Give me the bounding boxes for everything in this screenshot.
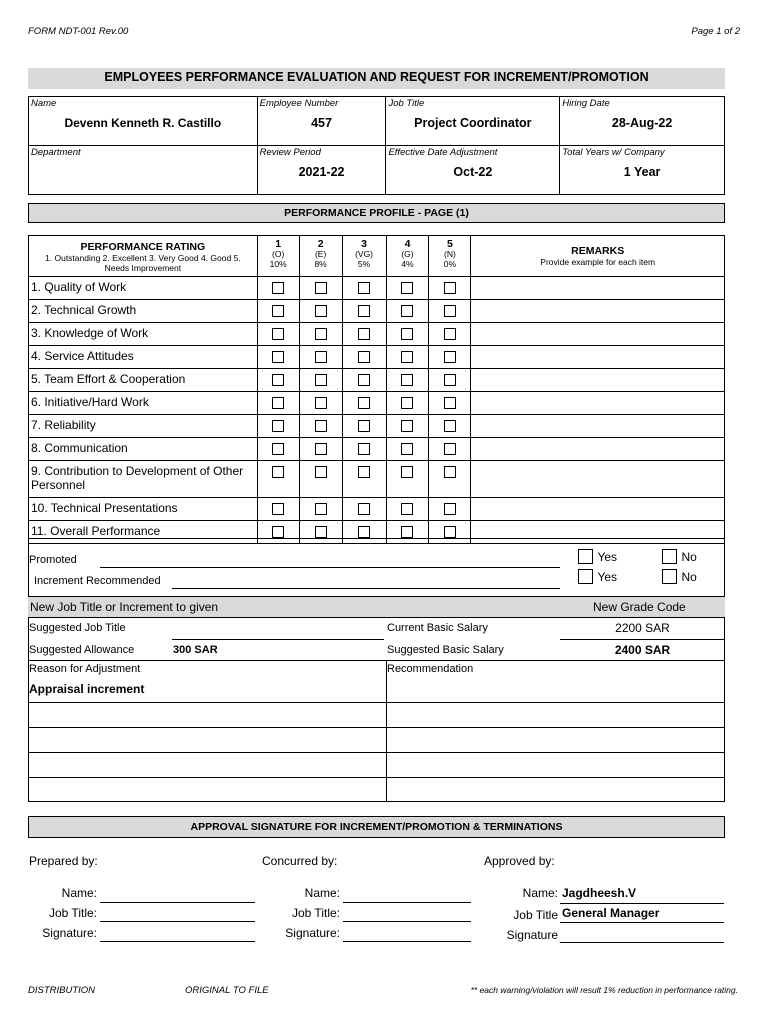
rating-checkbox-5[interactable]: [444, 282, 456, 294]
rating-checkbox-3[interactable]: [358, 351, 370, 363]
effective-date-label: Effective Date Adjustment: [388, 147, 498, 158]
promoted-no-option[interactable]: No: [662, 548, 697, 566]
rating-checkbox-5[interactable]: [444, 503, 456, 515]
remarks-cell[interactable]: [471, 300, 725, 323]
page-title: EMPLOYEES PERFORMANCE EVALUATION AND REQUEST FOR INCREMENT/PROMOTION: [28, 68, 725, 89]
suggested-salary-value: 2400 SAR: [614, 643, 671, 657]
rating-checkbox-3[interactable]: [358, 397, 370, 409]
rating-cell[interactable]: [299, 415, 342, 438]
rating-cell[interactable]: [257, 498, 299, 521]
remarks-cell[interactable]: [471, 461, 725, 498]
remarks-cell[interactable]: [471, 346, 725, 369]
concurred-job-label: Job Title:: [291, 906, 340, 920]
promoted-yes-option[interactable]: Yes: [578, 548, 617, 566]
rating-cell[interactable]: [299, 369, 342, 392]
rating-cell[interactable]: [257, 392, 299, 415]
rating-item-label: 11. Overall Performance: [29, 521, 258, 544]
rating-cell[interactable]: [386, 277, 429, 300]
reason-label: Reason for Adjustment: [29, 663, 141, 675]
name-label: Name: [31, 98, 57, 109]
suggested-job-line[interactable]: [172, 639, 384, 640]
rating-row: [29, 438, 725, 461]
suggested-salary-label: Suggested Basic Salary: [387, 644, 504, 656]
rating-checkbox-4[interactable]: [401, 328, 413, 340]
suggested-allowance-label: Suggested Allowance: [29, 644, 135, 656]
rating-cell[interactable]: [342, 369, 386, 392]
increment-no-option[interactable]: No: [662, 568, 697, 586]
rating-cell[interactable]: [257, 346, 299, 369]
rating-checkbox-2[interactable]: [315, 443, 327, 455]
concurred-job-line[interactable]: [343, 921, 471, 922]
hiring-date-label: Hiring Date: [562, 98, 610, 109]
rating-item-label: 10. Technical Presentations: [29, 498, 258, 521]
rating-cell[interactable]: [386, 300, 429, 323]
rating-checkbox-5[interactable]: [444, 526, 456, 538]
rating-checkbox-2[interactable]: [315, 397, 327, 409]
promoted-label: Promoted: [29, 554, 77, 566]
rating-checkbox-5[interactable]: [444, 420, 456, 432]
rating-cell[interactable]: [429, 461, 471, 498]
rating-checkbox-3[interactable]: [358, 328, 370, 340]
rating-cell[interactable]: [299, 392, 342, 415]
rating-cell[interactable]: [257, 415, 299, 438]
rating-row: [29, 415, 725, 438]
rating-cell[interactable]: [342, 415, 386, 438]
rating-row: [29, 498, 725, 521]
rating-cell[interactable]: [257, 277, 299, 300]
rating-cell[interactable]: [342, 438, 386, 461]
employee-number-label: Employee Number: [259, 98, 339, 109]
increment-yes-checkbox[interactable]: [578, 569, 593, 584]
rating-cell[interactable]: [299, 300, 342, 323]
current-salary-value: 2200 SAR: [615, 621, 670, 635]
effective-date: Oct-22: [453, 165, 493, 179]
rating-cell[interactable]: [342, 392, 386, 415]
rating-cell[interactable]: [257, 438, 299, 461]
rating-checkbox-4[interactable]: [401, 443, 413, 455]
prepared-by-label: Prepared by:: [29, 854, 98, 868]
prepared-signature-line[interactable]: [100, 941, 255, 942]
rating-item-label: 8. Communication: [29, 438, 258, 461]
rating-row: [29, 461, 725, 498]
rating-checkbox-3[interactable]: [358, 420, 370, 432]
approver-job: General Manager: [562, 906, 660, 920]
rating-cell[interactable]: [257, 300, 299, 323]
rating-cell[interactable]: [299, 461, 342, 498]
rating-checkbox-3[interactable]: [358, 466, 370, 478]
rating-checkbox-4[interactable]: [401, 503, 413, 515]
rating-item-label: 4. Service Attitudes: [29, 346, 258, 369]
concurred-signature-line[interactable]: [343, 941, 471, 942]
rating-checkbox-4[interactable]: [401, 420, 413, 432]
rating-checkbox-2[interactable]: [315, 420, 327, 432]
rating-checkbox-2[interactable]: [315, 374, 327, 386]
rating-checkbox-2[interactable]: [315, 503, 327, 515]
original-to-file: ORIGINAL TO FILE: [185, 985, 269, 996]
rating-checkbox-5[interactable]: [444, 466, 456, 478]
approver-name-line[interactable]: [560, 903, 724, 904]
rating-item-label: 7. Reliability: [29, 415, 258, 438]
rating-cell[interactable]: [342, 323, 386, 346]
rating-item-label: 3. Knowledge of Work: [29, 323, 258, 346]
rating-checkbox-1[interactable]: [272, 374, 284, 386]
rating-item-label: 5. Team Effort & Cooperation: [29, 369, 258, 392]
rating-checkbox-3[interactable]: [358, 526, 370, 538]
reason-value: Appraisal increment: [29, 682, 145, 696]
remarks-cell[interactable]: [471, 498, 725, 521]
distribution-label: DISTRIBUTION: [28, 985, 96, 996]
rating-cell[interactable]: [257, 461, 299, 498]
remarks-cell[interactable]: [471, 415, 725, 438]
rating-row: [29, 346, 725, 369]
rating-cell[interactable]: [386, 346, 429, 369]
rating-item-label: 1. Quality of Work: [29, 277, 258, 300]
remarks-cell[interactable]: [471, 277, 725, 300]
rating-checkbox-2[interactable]: [315, 328, 327, 340]
prepared-job-label: Job Title:: [48, 906, 97, 920]
rating-checkbox-3[interactable]: [358, 282, 370, 294]
rating-row: [29, 277, 725, 300]
rating-cell[interactable]: [342, 498, 386, 521]
rating-cell[interactable]: [386, 461, 429, 498]
prepared-signature-label: Signature:: [42, 926, 97, 940]
rating-row: [29, 392, 725, 415]
concurred-name-label: Name:: [304, 886, 340, 900]
rating-cell[interactable]: [299, 438, 342, 461]
total-years: 1 Year: [623, 165, 661, 179]
scale-1: 1 (O) 10%: [257, 236, 299, 277]
rating-checkbox-4[interactable]: [401, 466, 413, 478]
rating-item-label: 9. Contribution to Development of Other Personnel: [29, 461, 258, 498]
rating-cell[interactable]: [257, 369, 299, 392]
rating-cell[interactable]: [429, 369, 471, 392]
scale-5: 5 (N) 0%: [429, 236, 471, 277]
concurred-signature-label: Signature:: [285, 926, 340, 940]
rating-cell[interactable]: [386, 392, 429, 415]
employee-number: 457: [311, 116, 332, 130]
hiring-date: 28-Aug-22: [611, 116, 673, 130]
rating-cell[interactable]: [429, 300, 471, 323]
scale-4: 4 (G) 4%: [386, 236, 429, 277]
promoted-line[interactable]: [100, 567, 560, 568]
rating-checkbox-1[interactable]: [272, 328, 284, 340]
job-title-label: Job Title: [388, 98, 425, 109]
prepared-name-label: Name:: [61, 886, 97, 900]
performance-rating-table: [28, 235, 725, 544]
rating-checkbox-1[interactable]: [272, 526, 284, 538]
rating-cell[interactable]: [429, 346, 471, 369]
rating-row: [29, 323, 725, 346]
increment-recommended-label: Increment Recommended: [34, 575, 161, 587]
employee-info-table: [28, 96, 725, 195]
performance-profile-band: PERFORMANCE PROFILE - PAGE (1): [28, 203, 725, 223]
current-salary-label: Current Basic Salary: [387, 622, 488, 634]
rating-item-label: 6. Initiative/Hard Work: [29, 392, 258, 415]
approver-job-line[interactable]: [560, 922, 724, 923]
scale-2: 2 (E) 8%: [299, 236, 342, 277]
increment-no-checkbox[interactable]: [662, 569, 677, 584]
rating-checkbox-5[interactable]: [444, 351, 456, 363]
rating-cell[interactable]: [429, 438, 471, 461]
rating-checkbox-3[interactable]: [358, 503, 370, 515]
remarks-cell[interactable]: [471, 438, 725, 461]
review-period: 2021-22: [298, 165, 345, 179]
rating-checkbox-4[interactable]: [401, 397, 413, 409]
form-id: FORM NDT-001 Rev.00: [28, 26, 129, 37]
rating-cell[interactable]: [429, 498, 471, 521]
rating-row: [29, 300, 725, 323]
job-title: Project Coordinator: [414, 116, 532, 130]
rating-checkbox-4[interactable]: [401, 305, 413, 317]
rating-checkbox-1[interactable]: [272, 351, 284, 363]
rating-checkbox-5[interactable]: [444, 305, 456, 317]
remarks-cell[interactable]: [471, 323, 725, 346]
rating-checkbox-3[interactable]: [358, 374, 370, 386]
remarks-subtitle: Provide example for each item: [540, 257, 656, 267]
rating-checkbox-5[interactable]: [444, 443, 456, 455]
rating-checkbox-1[interactable]: [272, 443, 284, 455]
department-label: Department: [31, 147, 81, 158]
rating-cell[interactable]: [386, 323, 429, 346]
approver-name-label: Name:: [522, 886, 558, 900]
promoted-no-checkbox[interactable]: [662, 549, 677, 564]
prepared-job-line[interactable]: [100, 921, 255, 922]
approval-band: APPROVAL SIGNATURE FOR INCREMENT/PROMOTION & TERMINATIONS: [28, 816, 725, 838]
rating-checkbox-2[interactable]: [315, 282, 327, 294]
rating-checkbox-1[interactable]: [272, 420, 284, 432]
rating-cell[interactable]: [342, 300, 386, 323]
rating-cell[interactable]: [386, 498, 429, 521]
prepared-name-line[interactable]: [100, 902, 255, 903]
rating-row: [29, 369, 725, 392]
page-number: Page 1 of 2: [691, 26, 740, 37]
promoted-yes-checkbox[interactable]: [578, 549, 593, 564]
rating-cell[interactable]: [299, 346, 342, 369]
rating-checkbox-4[interactable]: [401, 282, 413, 294]
total-years-label: Total Years w/ Company: [562, 147, 665, 158]
rating-cell[interactable]: [342, 346, 386, 369]
warning-note: ** each warning/violation will result 1% reduction in performance rating.: [470, 985, 738, 995]
rating-legend: 1. Outstanding 2. Excellent 3. Very Good 4. Good 5. Needs Improvement: [45, 253, 241, 273]
approver-signature-line[interactable]: [560, 942, 724, 943]
remarks-title: REMARKS: [571, 245, 625, 257]
rating-checkbox-4[interactable]: [401, 374, 413, 386]
rating-title: PERFORMANCE RATING: [80, 241, 206, 253]
employee-name: Devenn Kenneth R. Castillo: [64, 116, 222, 130]
approved-by-label: Approved by:: [484, 854, 555, 868]
rating-checkbox-1[interactable]: [272, 282, 284, 294]
suggested-allowance-value: 300 SAR: [173, 644, 218, 656]
rating-checkbox-5[interactable]: [444, 328, 456, 340]
rating-cell[interactable]: [299, 323, 342, 346]
remarks-cell[interactable]: [471, 369, 725, 392]
rating-checkbox-1[interactable]: [272, 503, 284, 515]
rating-checkbox-2[interactable]: [315, 526, 327, 538]
remarks-cell[interactable]: [471, 392, 725, 415]
review-period-label: Review Period: [259, 147, 321, 158]
rating-item-label: 2. Technical Growth: [29, 300, 258, 323]
rating-cell[interactable]: [429, 392, 471, 415]
suggested-job-label: Suggested Job Title: [29, 622, 126, 634]
rating-checkbox-3[interactable]: [358, 443, 370, 455]
rating-cell[interactable]: [429, 323, 471, 346]
rating-cell[interactable]: [429, 415, 471, 438]
recommendation-label: Recommendation: [387, 663, 474, 675]
rating-cell[interactable]: [342, 461, 386, 498]
rating-cell[interactable]: [429, 277, 471, 300]
rating-checkbox-5[interactable]: [444, 374, 456, 386]
increment-yes-option[interactable]: Yes: [578, 568, 617, 586]
approver-name: Jagdheesh.V: [562, 886, 637, 900]
concurred-name-line[interactable]: [343, 902, 471, 903]
rating-checkbox-5[interactable]: [444, 397, 456, 409]
rating-cell[interactable]: [386, 415, 429, 438]
rating-checkbox-1[interactable]: [272, 397, 284, 409]
rating-checkbox-2[interactable]: [315, 305, 327, 317]
new-job-label: New Job Title or Increment to given: [30, 600, 219, 614]
current-salary-line: [560, 639, 725, 640]
rating-cell[interactable]: [386, 369, 429, 392]
rating-checkbox-1[interactable]: [272, 305, 284, 317]
rating-cell[interactable]: [342, 277, 386, 300]
rating-checkbox-4[interactable]: [401, 526, 413, 538]
approver-signature-label: Signature: [506, 928, 558, 942]
rating-checkbox-3[interactable]: [358, 305, 370, 317]
rating-checkbox-1[interactable]: [272, 466, 284, 478]
rating-cell[interactable]: [386, 438, 429, 461]
rating-checkbox-2[interactable]: [315, 466, 327, 478]
new-job-band: [28, 596, 725, 618]
concurred-by-label: Concurred by:: [262, 854, 338, 868]
rating-cell[interactable]: [299, 277, 342, 300]
rating-checkbox-2[interactable]: [315, 351, 327, 363]
approver-job-label: Job Title: [513, 908, 558, 922]
rating-checkbox-4[interactable]: [401, 351, 413, 363]
new-grade-label: New Grade Code: [593, 600, 686, 614]
increment-line[interactable]: [172, 588, 560, 589]
rating-cell[interactable]: [257, 323, 299, 346]
rating-cell[interactable]: [299, 498, 342, 521]
scale-3: 3 (VG) 5%: [342, 236, 386, 277]
